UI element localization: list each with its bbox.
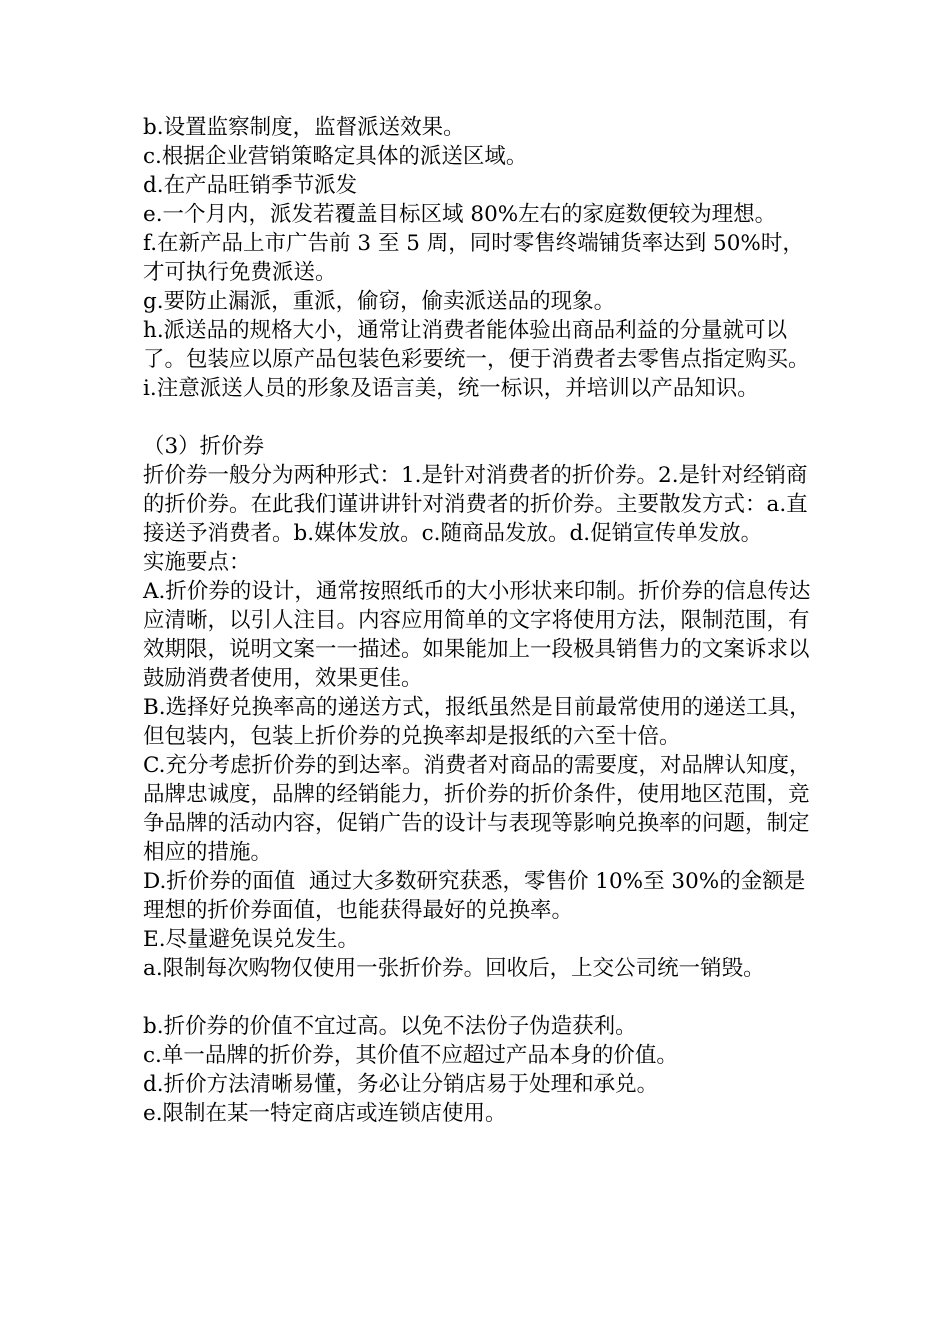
paragraph-g-prevention: g.要防止漏派，重派，偷窃，偷卖派送品的现象。 xyxy=(143,289,616,314)
paragraph-b-supervision: b.设置监察制度，监督派送效果。 xyxy=(143,115,465,140)
paragraph-c-area: c.根据企业营销策略定具体的派送区域。 xyxy=(143,144,528,169)
paragraph-B-delivery: B.选择好兑换率高的递送方式，报纸虽然是目前最常使用的递送工具，但包装内，包装上折价券的兑换率却是报纸的六至十倍。 xyxy=(143,695,811,749)
paragraph-d-clear-method: d.折价方法清晰易懂，务必让分销店易于处理和承兑。 xyxy=(143,1072,659,1097)
paragraph-D-face-value: D.折价券的面值 通过大多数研究获悉，零售价 10%至 30%的金额是理想的折价券面值，也能获得最好的兑换率。 xyxy=(143,869,806,923)
paragraph-e-store-limit: e.限制在某一特定商店或连锁店使用。 xyxy=(143,1101,507,1126)
document-body xyxy=(143,113,813,1128)
paragraph-h-sample-size: h.派送品的规格大小，通常让消费者能体验出商品利益的分量就可以了。包装应以原产品包装色彩要统一，便于消费者去零售点指定购买。 xyxy=(143,318,810,372)
paragraph-f-timing: f.在新产品上市广告前 3 至 5 周，同时零售终端铺货率达到 50%时，才可执行免费派送。 xyxy=(143,231,804,285)
paragraph-spacer xyxy=(143,403,813,432)
section-heading-coupons: （3）折价券 xyxy=(143,434,265,459)
paragraph-d-season: d.在产品旺销季节派发 xyxy=(143,173,358,198)
paragraph-spacer xyxy=(143,983,813,1012)
paragraph-b-value-limit: b.折价券的价值不宜过高。以免不法份子伪造获利。 xyxy=(143,1014,637,1039)
paragraph-key-points-label: 实施要点： xyxy=(143,550,251,575)
paragraph-e-coverage: e.一个月内，派发若覆盖目标区域 80%左右的家庭数便较为理想。 xyxy=(143,202,777,227)
paragraph-E-misredemption: E.尽量避免误兑发生。 xyxy=(143,927,360,952)
paragraph-c-single-brand: c.单一品牌的折价券，其价值不应超过产品本身的价值。 xyxy=(143,1043,678,1068)
paragraph-A-design: A.折价券的设计，通常按照纸币的大小形状来印制。折价券的信息传达应清晰，以引人注目。内容应用简单的文字将使用方法，限制范围，有效期限，说明文案一一描述。如果能加上一段极具销售力的文案诉求以鼓励消费者使用，效果更佳。 xyxy=(143,579,811,691)
paragraph-coupon-intro: 折价券一般分为两种形式：1.是针对消费者的折价券。2.是针对经销商的折价券。在此我们谨讲讲针对消费者的折价券。主要散发方式：a.直接送予消费者。b.媒体发放。c.随商品发放。d.促销宣传单发放。 xyxy=(143,463,808,546)
paragraph-C-reach: C.充分考虑折价券的到达率。消费者对商品的需要度，对品牌认知度，品牌忠诚度，品牌的经销能力，折价券的折价条件，使用地区范围，竞争品牌的活动内容，促销广告的设计与表现等影响兑换率的问题，制定相应的措施。 xyxy=(143,753,811,865)
paragraph-a-one-per-purchase: a.限制每次购物仅使用一张折价券。回收后，上交公司统一销毁。 xyxy=(143,956,765,981)
paragraph-i-staff: i.注意派送人员的形象及语言美，统一标识，并培训以产品知识。 xyxy=(143,376,759,401)
